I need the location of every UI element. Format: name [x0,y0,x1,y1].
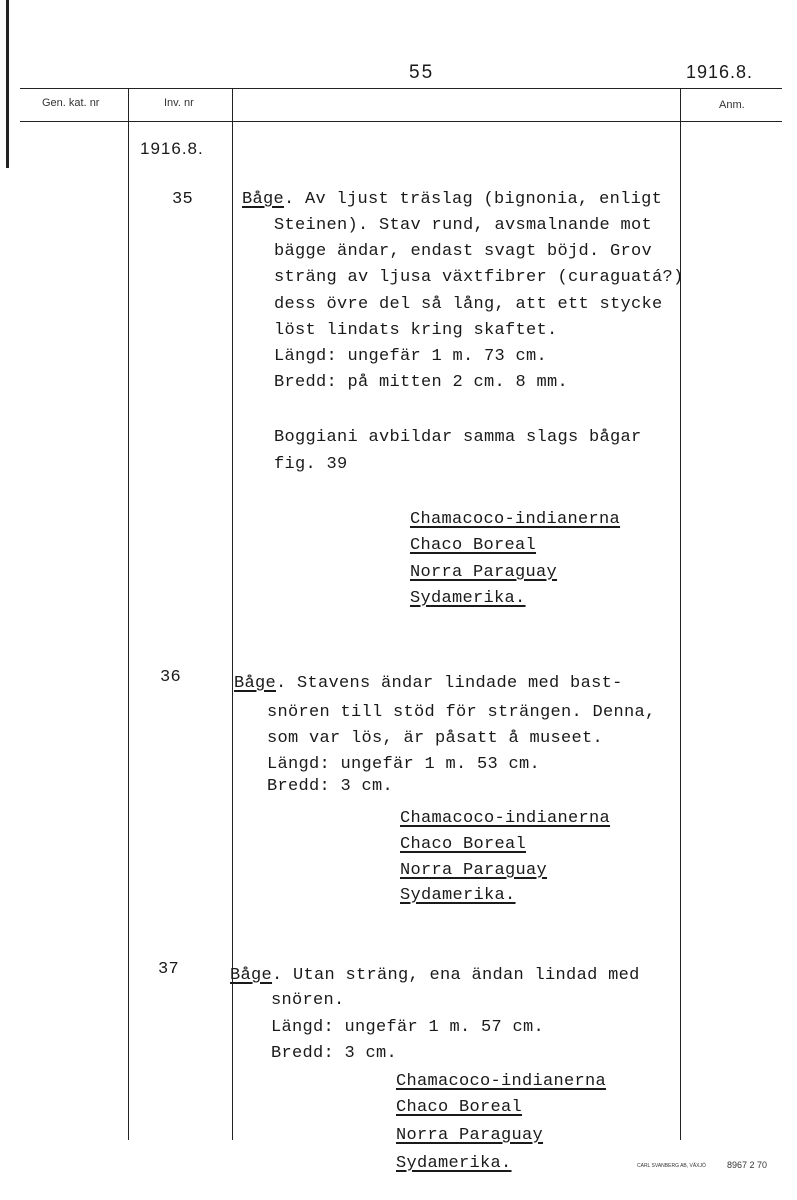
origin-region: Chaco Boreal [396,1098,523,1117]
origin-country: Norra Paraguay [410,563,558,582]
entry-number: 37 [158,960,180,979]
entry-first-line [234,674,623,694]
entry-title: Båge [234,674,277,693]
column-rule-text-anm [680,88,681,1140]
group-label: 1916.8. [140,139,204,158]
origin-people: Chamacoco-indianerna [400,809,611,828]
entry-number: 36 [160,668,182,687]
entry-first-line [230,966,640,986]
entry-text-line: . Stavens ändar lindade med bast- [276,674,623,693]
entry-text-line: sträng av ljusa växtfibrer (curaguatá?) [274,268,684,287]
printer-mark: CARL SVANBERG AB, VÄXJÖ [637,1163,706,1169]
page-number: 55 [409,62,435,83]
entry-title: Båge [242,190,285,209]
entry-text-line: Längd: ungefär 1 m. 57 cm. [271,1018,545,1037]
header-top-rule [20,88,782,89]
entry-text-line: Bredd: 3 cm. [271,1044,398,1063]
column-header-inv: Inv. nr [164,97,194,109]
entry-text-line: . Utan sträng, ena ändan lindad med [272,966,640,985]
entry-text-line: Steinen). Stav rund, avsmalnande mot [274,216,653,235]
entry-text-line: dess övre del så lång, att ett stycke [274,295,663,314]
column-header-gen-kat: Gen. kat. nr [42,97,100,109]
entry-text-line: löst lindats kring skaftet. [274,321,558,340]
origin-people: Chamacoco-indianerna [410,510,621,529]
origin-country: Norra Paraguay [396,1126,544,1145]
entry-text-line: Längd: ungefär 1 m. 53 cm. [267,755,541,774]
origin-region: Chaco Boreal [400,835,527,854]
entry-text-line: bägge ändar, endast svagt böjd. Grov [274,242,653,261]
form-code: 8967 2 70 [727,1160,768,1170]
origin-region: Chaco Boreal [410,536,537,555]
origin-continent: Sydamerika. [396,1154,512,1173]
entry-number: 35 [172,190,194,209]
entry-text-line: snören till stöd för strängen. Denna, [267,703,656,722]
entry-note-line: Boggiani avbildar samma slags bågar [274,428,642,447]
entry-title: Båge [230,966,273,985]
origin-continent: Sydamerika. [410,589,526,608]
entry-text-line: snören. [271,991,345,1010]
entry-text-line: Längd: ungefär 1 m. 73 cm. [274,347,548,366]
origin-country: Norra Paraguay [400,861,548,880]
entry-text-line: Bredd: på mitten 2 cm. 8 mm. [274,373,569,392]
entry-text-line: Bredd: 3 cm. [267,777,394,796]
entry-note-line: fig. 39 [274,455,348,474]
entry-first-line [242,190,662,210]
column-rule-gen-inv [128,88,129,1140]
header-year: 1916.8. [686,62,754,82]
header-bottom-rule [20,121,782,122]
origin-people: Chamacoco-indianerna [396,1072,607,1091]
entry-text-line: . Av ljust träslag (bignonia, enligt [284,190,663,209]
origin-continent: Sydamerika. [400,886,516,905]
entry-text-line: som var lös, är påsatt å museet. [267,729,604,748]
column-header-anm: Anm. [719,99,745,111]
left-margin-rule [6,0,9,168]
